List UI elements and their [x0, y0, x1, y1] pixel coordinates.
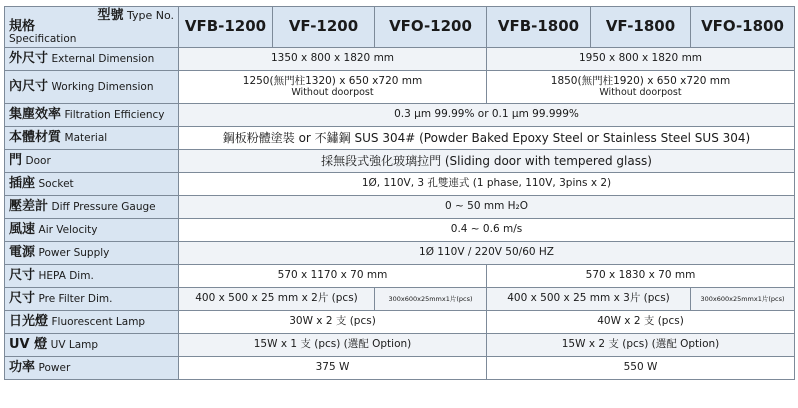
- table-row: [5, 196, 795, 219]
- model-header: VF-1200: [273, 7, 375, 48]
- table-row: [5, 173, 795, 196]
- row-label-lamp: 日光燈 Fluorescent Lamp: [5, 311, 179, 334]
- prefilter-1800-cell: 400 x 500 x 25 mm x 3片 (pcs): [487, 288, 691, 311]
- filtration-cell: 0.3 μm 99.99% or 0.1 μm 99.999%: [179, 104, 795, 127]
- table-row: [5, 288, 795, 311]
- working-1200-cell: 1250(無門柱1320) x 650 x720 mm Without doorpost: [179, 71, 487, 104]
- table-row: [5, 357, 795, 380]
- prefilter-1200-small-cell: 300x600x25mmx1片(pcs): [375, 288, 487, 311]
- table-row: [5, 219, 795, 242]
- table-row: [5, 242, 795, 265]
- model-header: VFO-1800: [691, 7, 795, 48]
- socket-cell: 1Ø, 110V, 3 孔雙連式 (1 phase, 110V, 3pins x 2): [179, 173, 795, 196]
- row-label-door: 門 Door: [5, 150, 179, 173]
- row-label-pressure: 壓差計 Diff Pressure Gauge: [5, 196, 179, 219]
- spec-table: [4, 6, 795, 380]
- row-label-material: 本體材質 Material: [5, 127, 179, 150]
- row-label-power-supply: 電源 Power Supply: [5, 242, 179, 265]
- lamp-1800-cell: 40W x 2 支 (pcs): [487, 311, 795, 334]
- corner-spec-label-en: Specification: [9, 32, 77, 45]
- table-row: [5, 48, 795, 71]
- prefilter-1800-small-cell: 300x600x25mmx1片(pcs): [691, 288, 795, 311]
- table-row: [5, 334, 795, 357]
- power-1800-cell: 550 W: [487, 357, 795, 380]
- header-row: [5, 7, 795, 48]
- prefilter-1200-cell: 400 x 500 x 25 mm x 2片 (pcs): [179, 288, 375, 311]
- row-label-filtration: 集塵效率 Filtration Efficiency: [5, 104, 179, 127]
- corner-model-label: 型號 Type No.: [97, 8, 174, 24]
- row-label-working: 內尺寸 Working Dimension: [5, 71, 179, 104]
- row-label-socket: 插座 Socket: [5, 173, 179, 196]
- table-row: [5, 71, 795, 104]
- uv-1200-cell: 15W x 1 支 (pcs) (選配 Option): [179, 334, 487, 357]
- uv-1800-cell: 15W x 2 支 (pcs) (選配 Option): [487, 334, 795, 357]
- working-1800-cell: 1850(無門柱1920) x 650 x720 mm Without doorpost: [487, 71, 795, 104]
- table-row: [5, 150, 795, 173]
- external-1200-cell: 1350 x 800 x 1820 mm: [179, 48, 487, 71]
- material-cell: 鋼板粉體塗裝 or 不鏽鋼 SUS 304# (Powder Baked Epoxy Steel or Stainless Steel SUS 304): [179, 127, 795, 150]
- lamp-1200-cell: 30W x 2 支 (pcs): [179, 311, 487, 334]
- door-cell: 採無段式強化玻璃拉門 (Sliding door with tempered glass): [179, 150, 795, 173]
- hepa-1200-cell: 570 x 1170 x 70 mm: [179, 265, 487, 288]
- model-header: VFB-1200: [179, 7, 273, 48]
- model-header: VFB-1800: [487, 7, 591, 48]
- row-label-hepa: 尺寸 HEPA Dim.: [5, 265, 179, 288]
- row-label-prefilter: 尺寸 Pre Filter Dim.: [5, 288, 179, 311]
- model-header: VFO-1200: [375, 7, 487, 48]
- row-label-uv: UV 燈 UV Lamp: [5, 334, 179, 357]
- hepa-1800-cell: 570 x 1830 x 70 mm: [487, 265, 795, 288]
- external-1800-cell: 1950 x 800 x 1820 mm: [487, 48, 795, 71]
- table-row: [5, 265, 795, 288]
- corner-spec-label: 規格: [9, 18, 36, 34]
- pressure-cell: 0 ~ 50 mm H₂O: [179, 196, 795, 219]
- table-row: [5, 127, 795, 150]
- model-header: VF-1800: [591, 7, 691, 48]
- table-row: [5, 311, 795, 334]
- corner-cell: [5, 7, 179, 48]
- spec-table-container: [4, 0, 794, 380]
- row-label-power: 功率 Power: [5, 357, 179, 380]
- row-label-velocity: 風速 Air Velocity: [5, 219, 179, 242]
- velocity-cell: 0.4 ~ 0.6 m/s: [179, 219, 795, 242]
- row-label-external: 外尺寸 External Dimension: [5, 48, 179, 71]
- table-row: [5, 104, 795, 127]
- power-1200-cell: 375 W: [179, 357, 487, 380]
- power-supply-cell: 1Ø 110V / 220V 50/60 HZ: [179, 242, 795, 265]
